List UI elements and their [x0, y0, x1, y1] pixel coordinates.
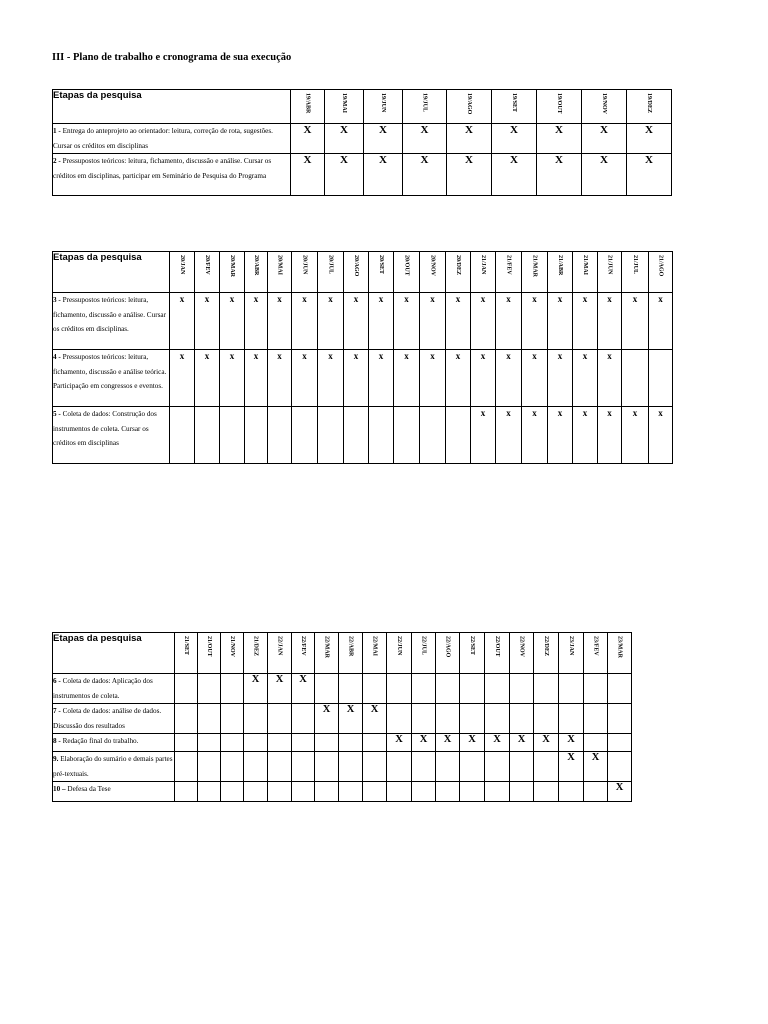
schedule-cell: x — [471, 293, 496, 350]
schedule-cell — [315, 734, 339, 752]
schedule-cell — [608, 704, 632, 734]
schedule-cell: x — [522, 293, 548, 350]
schedule-cell — [221, 734, 244, 752]
schedule-cell — [608, 734, 632, 752]
schedule-cell: x — [245, 293, 268, 350]
month-header: 20/ABR — [245, 252, 268, 293]
schedule-cell — [339, 782, 363, 802]
schedule-cell: x — [622, 407, 649, 464]
schedule-cell — [485, 674, 510, 704]
etapas-header: Etapas da pesquisa — [53, 252, 170, 293]
schedule-cell — [608, 752, 632, 782]
schedule-cell — [268, 782, 292, 802]
schedule-cell: X — [447, 124, 492, 154]
table-row — [53, 154, 672, 196]
schedule-cell — [510, 704, 534, 734]
schedule-cell — [584, 734, 608, 752]
schedule-cell — [245, 407, 268, 464]
schedule-cell — [510, 782, 534, 802]
schedule-cell — [175, 752, 198, 782]
schedule-cell: X — [492, 154, 537, 196]
schedule-cell: x — [268, 350, 292, 407]
schedule-cell: X — [485, 734, 510, 752]
schedule-cell: x — [292, 350, 318, 407]
schedule-cell: x — [573, 407, 598, 464]
table-row — [53, 782, 632, 802]
stage-description: 9. Elaboração do sumário e demais partes pré-textuais. — [53, 752, 175, 782]
schedule-cell: X — [291, 154, 325, 196]
schedule-cell: x — [548, 293, 573, 350]
schedule-cell: X — [325, 154, 364, 196]
month-header: 21/MAR — [522, 252, 548, 293]
schedule-cell — [363, 752, 387, 782]
month-header: 21/JAN — [471, 252, 496, 293]
month-header: 21/DEZ — [244, 633, 268, 674]
schedule-cell: x — [522, 350, 548, 407]
month-header: 21/OUT — [198, 633, 221, 674]
schedule-cell: X — [325, 124, 364, 154]
etapas-header: Etapas da pesquisa — [53, 633, 175, 674]
table-row — [53, 674, 632, 704]
schedule-cell — [198, 752, 221, 782]
header-row — [53, 90, 672, 124]
stage-description: 5 - Coleta de dados: Construção dos instrumentos de coleta. Cursar os créditos em disciplinas — [53, 407, 170, 464]
schedule-cell: x — [318, 293, 344, 350]
schedule-cell: x — [471, 407, 496, 464]
month-header: 21/JUL — [622, 252, 649, 293]
schedule-cell: X — [339, 704, 363, 734]
schedule-cell — [175, 674, 198, 704]
schedule-cell: X — [627, 154, 672, 196]
month-header: 20/JAN — [170, 252, 195, 293]
schedule-cell — [244, 734, 268, 752]
stage-description: 3 - Pressupostos teóricos: leitura, fichamento, discussão e análise. Cursar os créditos em disciplinas. — [53, 293, 170, 350]
schedule-cell: x — [598, 350, 622, 407]
schedule-cell — [534, 704, 559, 734]
schedule-cell: X — [460, 734, 485, 752]
month-header: 19/OUT — [537, 90, 582, 124]
table-row — [53, 124, 672, 154]
schedule-cell — [460, 782, 485, 802]
schedule-cell: X — [627, 124, 672, 154]
schedule-cell: X — [268, 674, 292, 704]
schedule-cell — [387, 782, 412, 802]
month-header: 20/OUT — [394, 252, 420, 293]
schedule-cell — [339, 734, 363, 752]
month-header: 19/JUL — [403, 90, 447, 124]
month-header: 20/MAR — [220, 252, 245, 293]
schedule-cell — [363, 674, 387, 704]
month-header: 20/FEV — [195, 252, 220, 293]
schedule-cell: x — [598, 293, 622, 350]
schedule-cell: x — [195, 350, 220, 407]
schedule-cell — [339, 674, 363, 704]
schedule-cell: x — [446, 293, 471, 350]
month-header: 19/JUN — [364, 90, 403, 124]
schedule-cell: X — [447, 154, 492, 196]
table-row — [53, 350, 673, 407]
schedule-cell — [485, 752, 510, 782]
month-header: 22/JUN — [387, 633, 412, 674]
month-header: 21/NOV — [221, 633, 244, 674]
schedule-cell: x — [496, 350, 522, 407]
stage-description: 4 - Pressupostos teóricos: leitura, fichamento, discussão e análise teórica. Participação em congressos e eventos. — [53, 350, 170, 407]
schedule-cell — [175, 704, 198, 734]
schedule-cell: X — [510, 734, 534, 752]
table-row — [53, 407, 673, 464]
schedule-cell — [420, 407, 446, 464]
schedule-cell — [412, 782, 436, 802]
schedule-cell — [436, 782, 460, 802]
schedule-table-2020-2021 — [52, 251, 673, 464]
schedule-cell — [510, 752, 534, 782]
schedule-cell — [559, 704, 584, 734]
month-header: 21/MAI — [573, 252, 598, 293]
schedule-cell: X — [584, 752, 608, 782]
stage-description: 2 - Pressupostos teóricos: leitura, fichamento, discussão e análise. Cursar os créditos em disciplinas, participar em Seminário de Pesquisa do Programa — [53, 154, 291, 196]
schedule-cell — [412, 674, 436, 704]
schedule-cell — [195, 407, 220, 464]
schedule-cell — [292, 752, 315, 782]
schedule-cell — [534, 782, 559, 802]
schedule-cell: x — [573, 350, 598, 407]
schedule-cell — [460, 752, 485, 782]
month-header: 22/ABR — [339, 633, 363, 674]
schedule-cell: X — [582, 154, 627, 196]
month-header: 22/JUL — [412, 633, 436, 674]
month-header: 22/SET — [460, 633, 485, 674]
schedule-cell — [584, 704, 608, 734]
schedule-cell — [315, 782, 339, 802]
schedule-cell: X — [403, 154, 447, 196]
month-header: 22/DEZ — [534, 633, 559, 674]
month-header: 21/SET — [175, 633, 198, 674]
month-header: 20/JUN — [292, 252, 318, 293]
month-header: 22/FEV — [292, 633, 315, 674]
schedule-cell — [268, 704, 292, 734]
schedule-cell: x — [471, 350, 496, 407]
month-header: 20/NOV — [420, 252, 446, 293]
schedule-cell — [608, 674, 632, 704]
schedule-cell — [268, 752, 292, 782]
schedule-cell: X — [363, 704, 387, 734]
schedule-cell: X — [292, 674, 315, 704]
schedule-cell — [198, 704, 221, 734]
schedule-cell: x — [220, 350, 245, 407]
month-header: 19/SET — [492, 90, 537, 124]
schedule-cell — [584, 782, 608, 802]
month-header: 22/OUT — [485, 633, 510, 674]
stage-description: 10 – Defesa da Tese — [53, 782, 175, 802]
month-header: 20/MAI — [268, 252, 292, 293]
schedule-cell — [534, 752, 559, 782]
schedule-cell: X — [492, 124, 537, 154]
month-header: 22/MAR — [315, 633, 339, 674]
schedule-cell — [412, 752, 436, 782]
month-header: 21/JUN — [598, 252, 622, 293]
table-row — [53, 752, 632, 782]
schedule-cell: x — [170, 350, 195, 407]
stage-description: 7 - Coleta de dados: análise de dados. Discussão dos resultados — [53, 704, 175, 734]
schedule-cell — [584, 674, 608, 704]
month-header: 19/DEZ — [627, 90, 672, 124]
schedule-cell — [292, 704, 315, 734]
schedule-cell: x — [622, 293, 649, 350]
schedule-cell: x — [245, 350, 268, 407]
schedule-cell — [244, 704, 268, 734]
schedule-cell — [244, 752, 268, 782]
schedule-cell — [244, 782, 268, 802]
schedule-cell — [649, 350, 673, 407]
schedule-cell: x — [649, 407, 673, 464]
month-header: 19/MAI — [325, 90, 364, 124]
schedule-cell: x — [292, 293, 318, 350]
schedule-cell — [387, 674, 412, 704]
schedule-cell — [436, 674, 460, 704]
header-row — [53, 633, 632, 674]
schedule-cell — [394, 407, 420, 464]
schedule-cell: x — [344, 350, 369, 407]
schedule-cell — [369, 407, 394, 464]
schedule-cell — [510, 674, 534, 704]
schedule-cell: X — [436, 734, 460, 752]
schedule-cell — [412, 704, 436, 734]
schedule-cell — [318, 407, 344, 464]
table-row — [53, 734, 632, 752]
month-header: 22/NOV — [510, 633, 534, 674]
table-row — [53, 704, 632, 734]
schedule-cell — [436, 704, 460, 734]
stage-description: 6 - Coleta de dados: Aplicação dos instrumentos de coleta. — [53, 674, 175, 704]
month-header: 20/SET — [369, 252, 394, 293]
month-header: 23/JAN — [559, 633, 584, 674]
schedule-cell: x — [394, 293, 420, 350]
schedule-cell — [485, 704, 510, 734]
schedule-cell — [315, 674, 339, 704]
schedule-cell — [221, 752, 244, 782]
schedule-cell — [292, 734, 315, 752]
schedule-cell — [220, 407, 245, 464]
schedule-cell: X — [364, 124, 403, 154]
schedule-cell: X — [559, 734, 584, 752]
schedule-cell: x — [268, 293, 292, 350]
month-header: 19/NOV — [582, 90, 627, 124]
schedule-cell: X — [559, 752, 584, 782]
schedule-cell — [170, 407, 195, 464]
schedule-cell: x — [496, 293, 522, 350]
month-header: 22/MAI — [363, 633, 387, 674]
month-header: 23/FEV — [584, 633, 608, 674]
schedule-cell — [534, 674, 559, 704]
schedule-cell: X — [537, 154, 582, 196]
schedule-table-2021-2023 — [52, 632, 632, 802]
schedule-cell: X — [403, 124, 447, 154]
month-header: 22/AGO — [436, 633, 460, 674]
schedule-cell — [292, 782, 315, 802]
schedule-cell: x — [369, 350, 394, 407]
schedule-cell — [460, 704, 485, 734]
month-header: 23/MAR — [608, 633, 632, 674]
month-header: 21/ABR — [548, 252, 573, 293]
schedule-cell: X — [315, 704, 339, 734]
schedule-cell: x — [496, 407, 522, 464]
month-header: 20/JUL — [318, 252, 344, 293]
schedule-cell: x — [420, 350, 446, 407]
month-header: 19/AGO — [447, 90, 492, 124]
stage-description: 1 - Entrega do anteprojeto ao orientador: leitura, correção de rota, sugestões. Cursar os créditos em disciplinas — [53, 124, 291, 154]
schedule-cell — [460, 674, 485, 704]
month-header: 20/DEZ — [446, 252, 471, 293]
stage-description: 8 - Redação final do trabalho. — [53, 734, 175, 752]
schedule-cell: x — [344, 293, 369, 350]
schedule-cell: X — [537, 124, 582, 154]
section-heading: III - Plano de trabalho e cronograma de sua execução — [52, 52, 292, 63]
schedule-cell: x — [598, 407, 622, 464]
month-header: 19/ABR — [291, 90, 325, 124]
schedule-cell — [198, 782, 221, 802]
schedule-cell — [363, 782, 387, 802]
schedule-cell: x — [318, 350, 344, 407]
schedule-cell: x — [394, 350, 420, 407]
schedule-cell: x — [369, 293, 394, 350]
schedule-cell — [292, 407, 318, 464]
month-header: 20/AGO — [344, 252, 369, 293]
table-row — [53, 293, 673, 350]
schedule-cell: X — [534, 734, 559, 752]
schedule-cell — [339, 752, 363, 782]
schedule-cell — [175, 782, 198, 802]
schedule-cell: x — [220, 293, 245, 350]
schedule-cell: x — [195, 293, 220, 350]
schedule-cell: X — [412, 734, 436, 752]
etapas-header: Etapas da pesquisa — [53, 90, 291, 124]
schedule-cell: x — [170, 293, 195, 350]
schedule-cell — [363, 734, 387, 752]
schedule-cell: X — [582, 124, 627, 154]
month-header: 22/JAN — [268, 633, 292, 674]
schedule-cell — [559, 674, 584, 704]
schedule-cell: x — [548, 407, 573, 464]
schedule-cell: X — [364, 154, 403, 196]
schedule-cell — [268, 407, 292, 464]
schedule-table-2019 — [52, 89, 672, 196]
schedule-cell: x — [420, 293, 446, 350]
month-header: 21/AGO — [649, 252, 673, 293]
month-header: 21/FEV — [496, 252, 522, 293]
schedule-cell — [315, 752, 339, 782]
schedule-cell: X — [244, 674, 268, 704]
schedule-cell: x — [522, 407, 548, 464]
schedule-cell: X — [291, 124, 325, 154]
header-row — [53, 252, 673, 293]
schedule-cell — [221, 704, 244, 734]
schedule-cell — [198, 734, 221, 752]
schedule-cell — [221, 674, 244, 704]
schedule-cell — [446, 407, 471, 464]
schedule-cell — [387, 752, 412, 782]
schedule-cell — [559, 782, 584, 802]
schedule-cell — [198, 674, 221, 704]
schedule-cell: x — [649, 293, 673, 350]
schedule-cell — [268, 734, 292, 752]
schedule-cell: x — [446, 350, 471, 407]
schedule-cell — [221, 782, 244, 802]
schedule-cell — [175, 734, 198, 752]
schedule-cell — [485, 782, 510, 802]
schedule-cell — [387, 704, 412, 734]
schedule-cell: X — [608, 782, 632, 802]
schedule-cell — [436, 752, 460, 782]
schedule-cell — [622, 350, 649, 407]
schedule-cell: x — [573, 293, 598, 350]
schedule-cell: x — [548, 350, 573, 407]
schedule-cell: X — [387, 734, 412, 752]
schedule-cell — [344, 407, 369, 464]
